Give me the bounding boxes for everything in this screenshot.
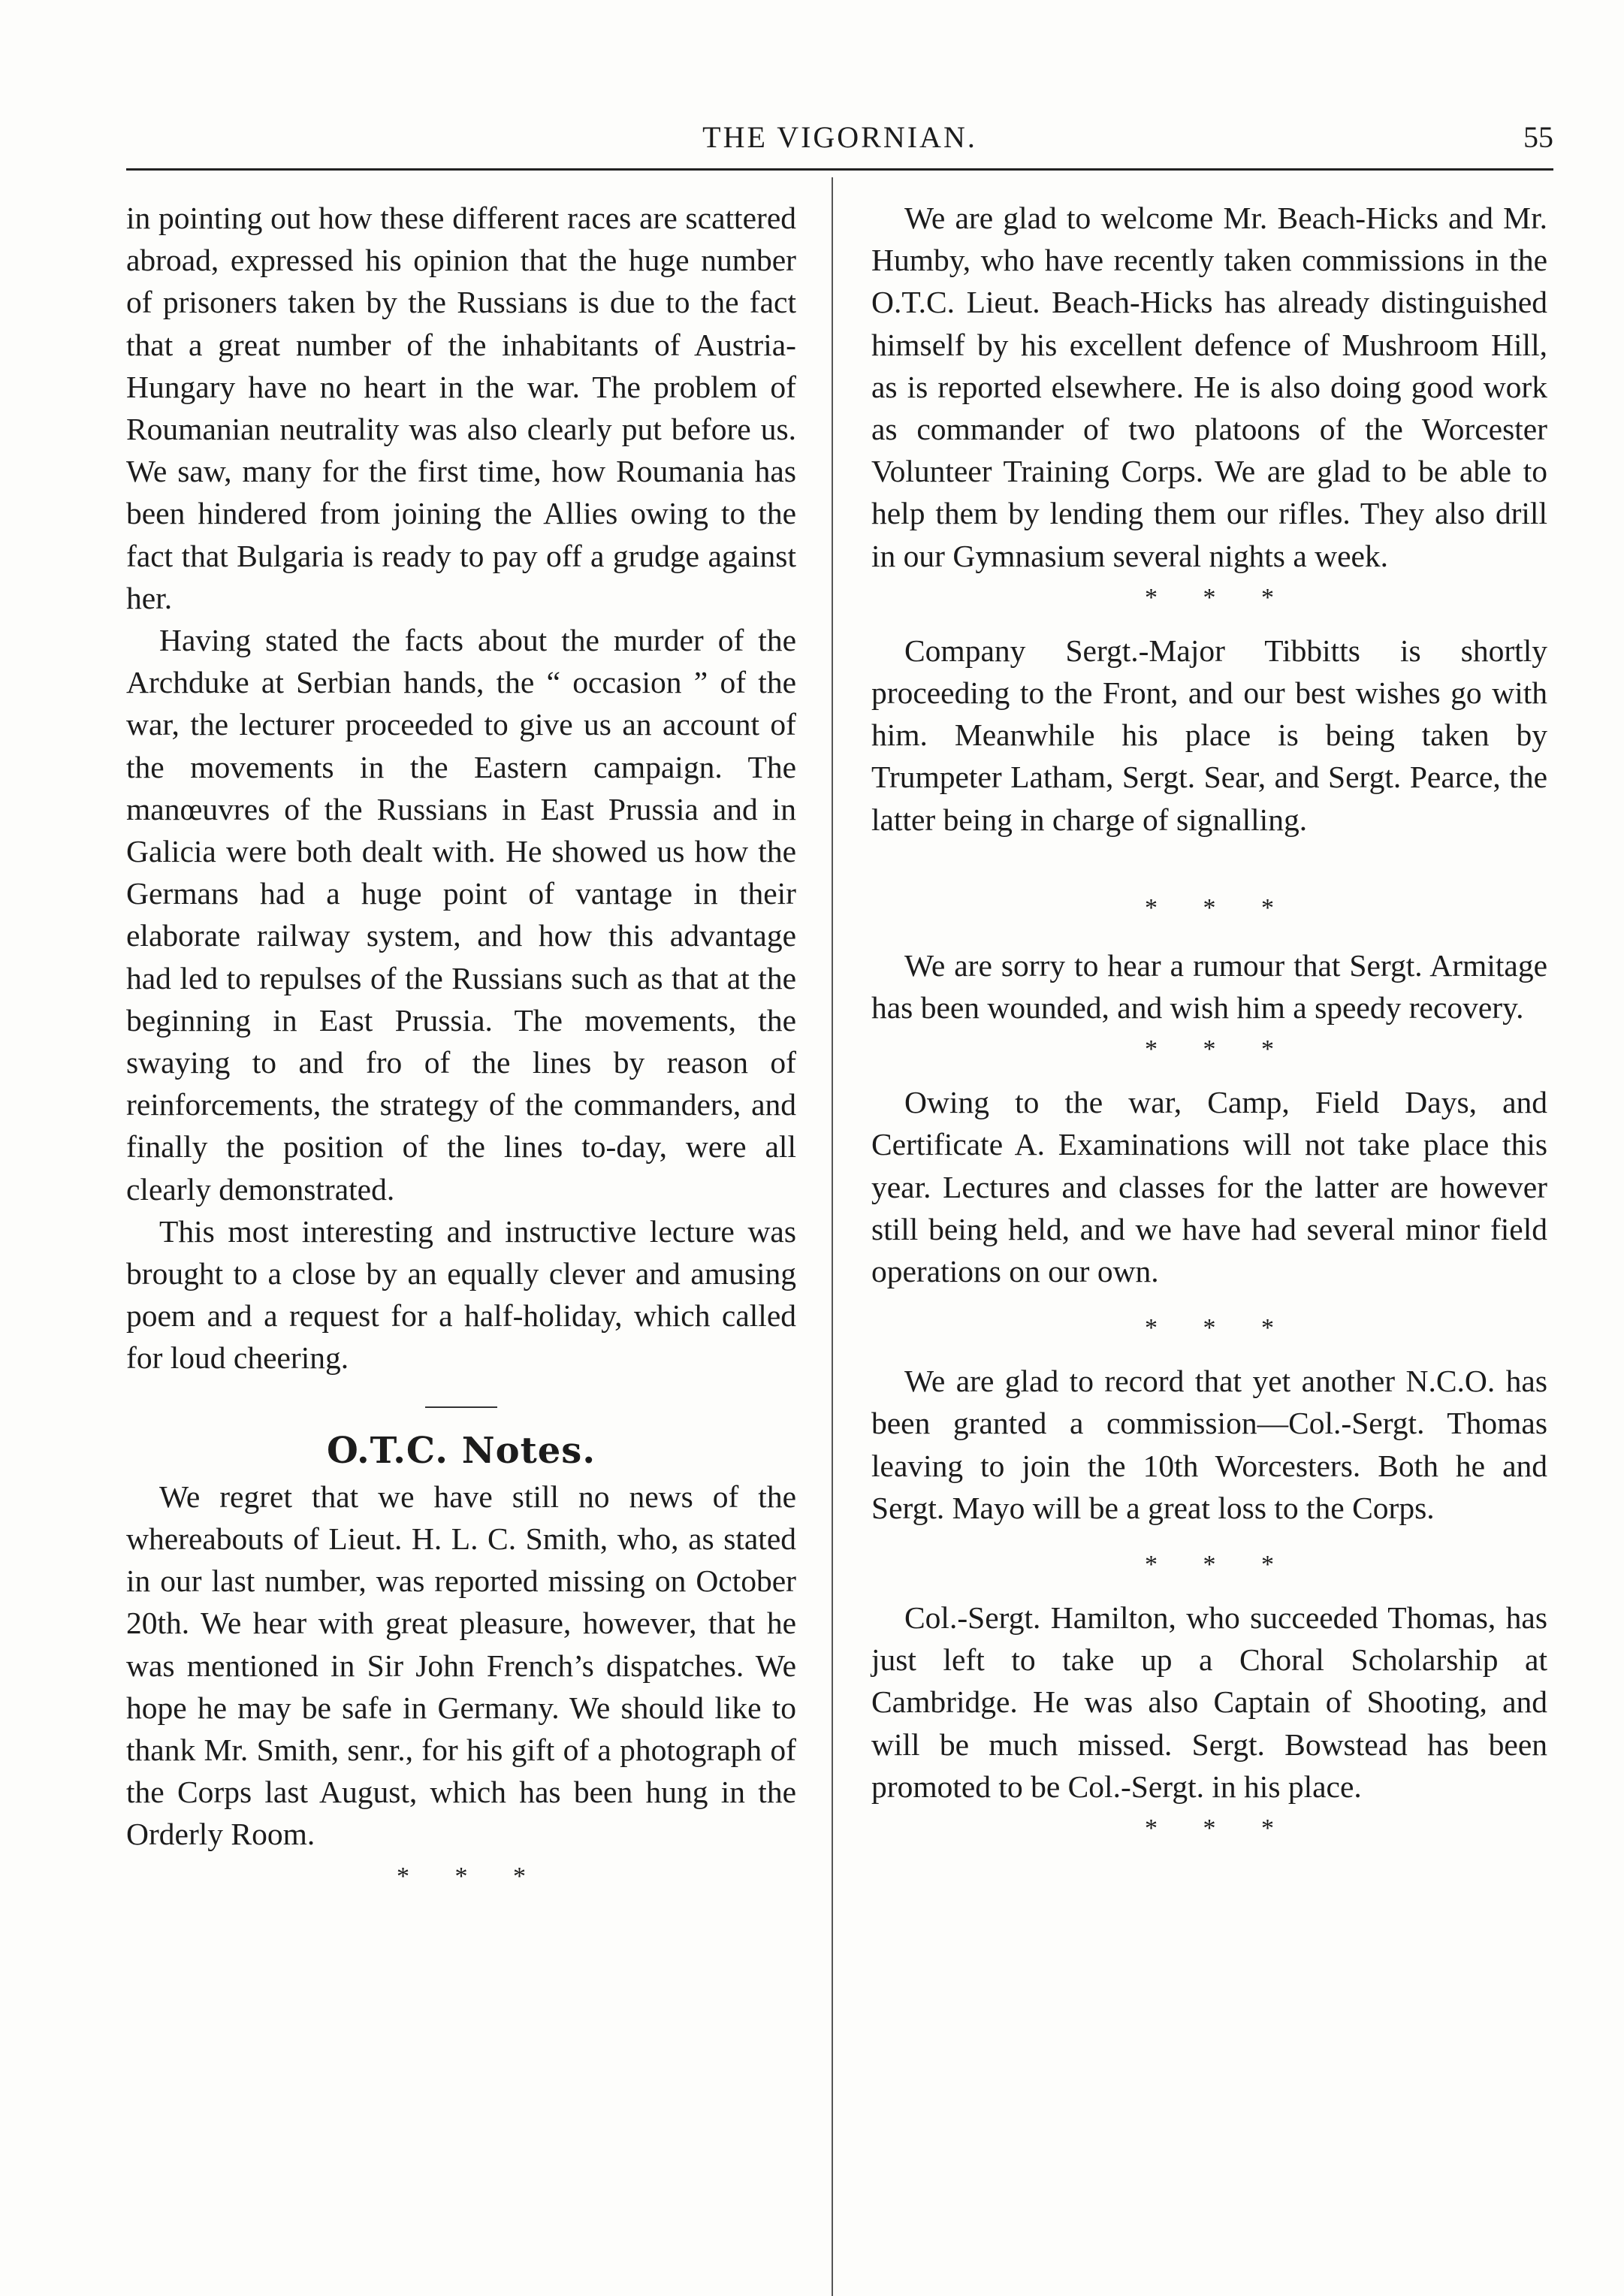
page-header [126, 119, 1553, 164]
separator-stars: * * * [1145, 1314, 1293, 1343]
otc-paragraph-3: Company Sergt.-Major Tibbitts is shortly proceeding to the Front, and our best wishes go with him. Meanwhile his place is being taken by Trumpeter Latham, Sergt. Sear, and Sergt. Pearce, the latter being in charge of signalling. [871, 633, 1547, 837]
page-number: 55 [1523, 120, 1553, 154]
otc-paragraph-2: We are glad to welcome Mr. Beach-Hicks and Mr. Humby, who have recently taken commissions in the O.T.C. Lieut. Beach-Hicks has already distinguished himself by his excellent defence of Mushroom Hill, as is reported elsewhere. He is also doing good work as commander of two platoons of the Worcester Volunteer Training Corps. We are glad to be able to help them by lending them our rifles. They also drill in our Gymnasium several nights a week. [871, 201, 1547, 573]
otc-paragraph-4: We are sorry to hear a rumour that Sergt. Armitage has been wounded, and wish him a speedy recovery. [871, 947, 1547, 1026]
right-column [871, 197, 1547, 1850]
otc-paragraph-6: We are glad to record that yet another N.C.O. has been granted a commission—Col.-Sergt. Thomas leaving to join the 10th Worcesters. Both he and Sergt. Mayo will be a great loss to the Corps. [871, 1364, 1547, 1525]
otc-paragraph-5: Owing to the war, Camp, Field Days, and Certificate A. Examinations will not take place this year. Lectures and classes for the latter are however still being held, and we have had several minor field operations on our own. [871, 1085, 1547, 1289]
separator-stars: * * * [1145, 893, 1293, 922]
running-title: THE VIGORNIAN. [702, 120, 977, 154]
otc-paragraph-1: We regret that we have still no news of the whereabouts of Lieut. H. L. C. Smith, who, as stated in our last number, was reported missing on October 20th. We hear with great pleasure, however, that he was mentioned in Sir John French’s dispatches. We hope he may be safe in Germany. We should like to thank Mr. Smith, senr., for his gift of a photograph of the Corps last August, which has been hung in the Orderly Room. [126, 1479, 796, 1852]
otc-paragraph-7: Col.-Sergt. Hamilton, who succeeded Thomas, has just left to take up a Choral Scholarship at Cambridge. He was also Captain of Shooting, and will be much missed. Sergt. Bowstead has been promoted to be Col.-Sergt. in his place. [871, 1600, 1547, 1804]
separator-stars: * * * [1145, 1814, 1293, 1843]
separator-stars: * * * [1145, 1551, 1293, 1579]
left-column [126, 197, 796, 1898]
lecture-paragraph-2: Having stated the facts about the murder of the Archduke at Serbian hands, the “ occasion ” of the war, the lecturer proceeded to give us an account of the movements in the Eastern campaign. The manœuvres of the Russians in East Prussia and in Galicia were both dealt with. He showed us how the Germans had a huge point of vantage in their elaborate railway system, and how this advantage had led to repulses of the Russians such as that at the beginning in East Prussia. The movements, the swaying to and fro of the lines by reason of reinforcements, the strategy of the commanders, and finally the position of the lines to-day, were all clearly demonstrated. [126, 623, 796, 1207]
separator-stars: * * * [397, 1862, 545, 1890]
separator-stars: * * * [1145, 583, 1293, 612]
column-divider [832, 177, 833, 2296]
section-heading-otc-notes: O.T.C. Notes. [326, 1429, 596, 1472]
separator-stars: * * * [1145, 1035, 1293, 1064]
header-rule [126, 168, 1553, 171]
section-rule [425, 1406, 497, 1408]
lecture-paragraph-1: in pointing out how these different races are scattered abroad, expressed his opinion that the huge number of prisoners taken by the Russians is due to the fact that a great number of the inhabitants of Austria-Hungary have no heart in the war. The problem of Roumanian neutrality was also clearly put before us. We saw, many for the first time, how Roumania has been hindered from joining the Allies owing to the fact that Bulgaria is ready to pay off a grudge against her. [126, 201, 796, 615]
lecture-paragraph-3: This most interesting and instructive lecture was brought to a close by an equally clever and amusing poem and a request for a half-holiday, which called for loud cheering. [126, 1213, 796, 1376]
